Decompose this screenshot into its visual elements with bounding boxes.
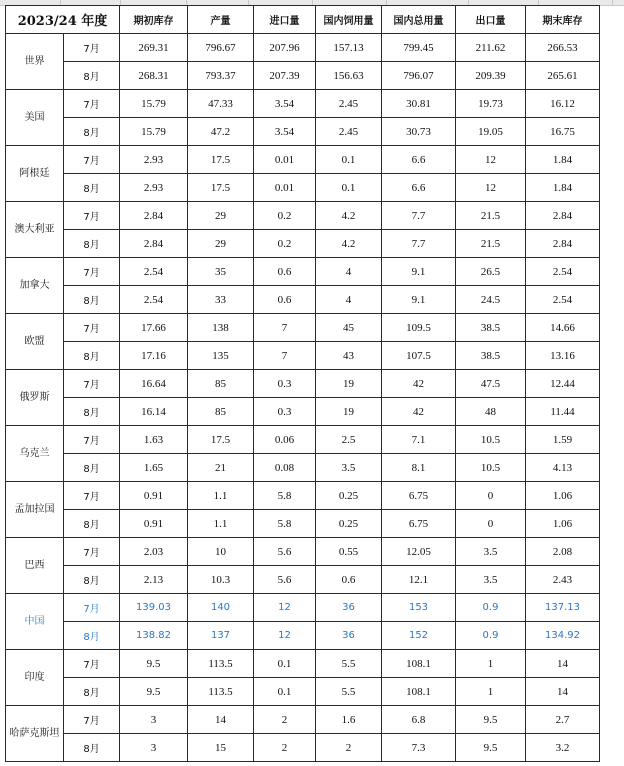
imports-cell[interactable]: 3.54 — [254, 90, 316, 118]
country-cell[interactable]: 世界 — [6, 34, 64, 90]
total-use-cell[interactable]: 799.45 — [382, 34, 456, 62]
total-use-cell[interactable]: 152 — [382, 622, 456, 650]
production-cell[interactable]: 14 — [188, 706, 254, 734]
table-row — [6, 622, 600, 650]
table-row — [6, 62, 600, 90]
total-use-cell[interactable]: 9.1 — [382, 286, 456, 314]
table-row — [6, 314, 600, 342]
country-cell[interactable]: 阿根廷 — [6, 146, 64, 202]
feed-use-cell[interactable]: 36 — [316, 594, 382, 622]
exports-cell[interactable]: 21.5 — [456, 202, 526, 230]
ending-stock-cell[interactable]: 11.44 — [526, 398, 600, 426]
opening-stock-cell[interactable]: 3 — [120, 734, 188, 762]
total-use-cell[interactable]: 42 — [382, 370, 456, 398]
col-header-exports[interactable]: 出口量 — [456, 6, 526, 34]
opening-stock-cell[interactable]: 2.93 — [120, 174, 188, 202]
exports-cell[interactable]: 24.5 — [456, 286, 526, 314]
exports-cell[interactable]: 19.73 — [456, 90, 526, 118]
imports-cell[interactable]: 0.01 — [254, 146, 316, 174]
opening-stock-cell[interactable]: 138.82 — [120, 622, 188, 650]
imports-cell[interactable]: 12 — [254, 594, 316, 622]
production-cell[interactable]: 15 — [188, 734, 254, 762]
imports-cell[interactable]: 0.3 — [254, 370, 316, 398]
feed-use-cell[interactable]: 2.45 — [316, 90, 382, 118]
total-use-cell[interactable]: 153 — [382, 594, 456, 622]
feed-use-cell[interactable]: 5.5 — [316, 650, 382, 678]
production-cell[interactable]: 17.5 — [188, 426, 254, 454]
col-header-total-use[interactable]: 国内总用量 — [382, 6, 456, 34]
month-cell[interactable]: 8月 — [64, 174, 120, 202]
table-row — [6, 258, 600, 286]
imports-cell[interactable]: 0.01 — [254, 174, 316, 202]
month-cell[interactable]: 7月 — [64, 258, 120, 286]
ending-stock-cell[interactable]: 2.08 — [526, 538, 600, 566]
feed-use-cell[interactable]: 156.63 — [316, 62, 382, 90]
month-cell[interactable]: 8月 — [64, 678, 120, 706]
table-row — [6, 370, 600, 398]
exports-cell[interactable]: 38.5 — [456, 314, 526, 342]
ending-stock-cell[interactable]: 1.84 — [526, 174, 600, 202]
table-row — [6, 566, 600, 594]
feed-use-cell[interactable]: 0.1 — [316, 146, 382, 174]
ending-stock-cell[interactable]: 266.53 — [526, 34, 600, 62]
opening-stock-cell[interactable]: 17.16 — [120, 342, 188, 370]
wheat-supply-demand-table — [5, 5, 600, 762]
feed-use-cell[interactable]: 157.13 — [316, 34, 382, 62]
month-cell[interactable]: 8月 — [64, 230, 120, 258]
production-cell[interactable]: 138 — [188, 314, 254, 342]
imports-cell[interactable]: 5.8 — [254, 482, 316, 510]
country-cell[interactable]: 加拿大 — [6, 258, 64, 314]
production-cell[interactable]: 1.1 — [188, 482, 254, 510]
opening-stock-cell[interactable]: 15.79 — [120, 90, 188, 118]
imports-cell[interactable]: 7 — [254, 342, 316, 370]
table-row — [6, 90, 600, 118]
country-cell[interactable]: 澳大利亚 — [6, 202, 64, 258]
opening-stock-cell[interactable]: 2.93 — [120, 146, 188, 174]
opening-stock-cell[interactable]: 269.31 — [120, 34, 188, 62]
table-row — [6, 650, 600, 678]
exports-cell[interactable]: 1 — [456, 650, 526, 678]
feed-use-cell[interactable]: 5.5 — [316, 678, 382, 706]
table-row — [6, 706, 600, 734]
month-cell[interactable]: 8月 — [64, 734, 120, 762]
feed-use-cell[interactable]: 19 — [316, 370, 382, 398]
feed-use-cell[interactable]: 45 — [316, 314, 382, 342]
exports-cell[interactable]: 38.5 — [456, 342, 526, 370]
imports-cell[interactable]: 0.6 — [254, 286, 316, 314]
production-cell[interactable]: 33 — [188, 286, 254, 314]
opening-stock-cell[interactable]: 1.65 — [120, 454, 188, 482]
table-row — [6, 510, 600, 538]
exports-cell[interactable]: 12 — [456, 174, 526, 202]
ending-stock-cell[interactable]: 14 — [526, 678, 600, 706]
exports-cell[interactable]: 3.5 — [456, 566, 526, 594]
total-use-cell[interactable]: 6.75 — [382, 482, 456, 510]
feed-use-cell[interactable]: 4.2 — [316, 230, 382, 258]
total-use-cell[interactable]: 796.07 — [382, 62, 456, 90]
imports-cell[interactable]: 3.54 — [254, 118, 316, 146]
table-row — [6, 594, 600, 622]
ending-stock-cell[interactable]: 2.7 — [526, 706, 600, 734]
col-header-production[interactable]: 产量 — [188, 6, 254, 34]
production-cell[interactable]: 47.2 — [188, 118, 254, 146]
col-header-ending-stock[interactable]: 期末库存 — [526, 6, 600, 34]
ending-stock-cell[interactable]: 1.06 — [526, 510, 600, 538]
feed-use-cell[interactable]: 4 — [316, 286, 382, 314]
exports-cell[interactable]: 209.39 — [456, 62, 526, 90]
month-cell[interactable]: 7月 — [64, 706, 120, 734]
feed-use-cell[interactable]: 0.25 — [316, 482, 382, 510]
ending-stock-cell[interactable]: 14 — [526, 650, 600, 678]
month-cell[interactable]: 8月 — [64, 510, 120, 538]
col-header-imports[interactable]: 进口量 — [254, 6, 316, 34]
exports-cell[interactable]: 9.5 — [456, 734, 526, 762]
total-use-cell[interactable]: 12.05 — [382, 538, 456, 566]
month-cell[interactable]: 8月 — [64, 398, 120, 426]
feed-use-cell[interactable]: 4 — [316, 258, 382, 286]
production-cell[interactable]: 21 — [188, 454, 254, 482]
total-use-cell[interactable]: 30.73 — [382, 118, 456, 146]
country-cell[interactable]: 美国 — [6, 90, 64, 146]
ending-stock-cell[interactable]: 16.75 — [526, 118, 600, 146]
header-row — [6, 6, 600, 34]
opening-stock-cell[interactable]: 0.91 — [120, 482, 188, 510]
imports-cell[interactable]: 5.6 — [254, 538, 316, 566]
opening-stock-cell[interactable]: 2.54 — [120, 286, 188, 314]
imports-cell[interactable]: 0.2 — [254, 230, 316, 258]
production-cell[interactable]: 140 — [188, 594, 254, 622]
opening-stock-cell[interactable]: 268.31 — [120, 62, 188, 90]
total-use-cell[interactable]: 7.7 — [382, 202, 456, 230]
month-cell[interactable]: 8月 — [64, 342, 120, 370]
month-cell[interactable]: 8月 — [64, 622, 120, 650]
production-cell[interactable]: 35 — [188, 258, 254, 286]
month-cell[interactable]: 7月 — [64, 538, 120, 566]
imports-cell[interactable]: 0.1 — [254, 650, 316, 678]
opening-stock-cell[interactable]: 139.03 — [120, 594, 188, 622]
production-cell[interactable]: 47.33 — [188, 90, 254, 118]
ending-stock-cell[interactable]: 3.2 — [526, 734, 600, 762]
ending-stock-cell[interactable]: 14.66 — [526, 314, 600, 342]
feed-use-cell[interactable]: 4.2 — [316, 202, 382, 230]
month-cell[interactable]: 7月 — [64, 34, 120, 62]
opening-stock-cell[interactable]: 16.64 — [120, 370, 188, 398]
exports-cell[interactable]: 12 — [456, 146, 526, 174]
feed-use-cell[interactable]: 36 — [316, 622, 382, 650]
imports-cell[interactable]: 0.08 — [254, 454, 316, 482]
table-row — [6, 734, 600, 762]
table-row — [6, 146, 600, 174]
production-cell[interactable]: 137 — [188, 622, 254, 650]
table-row — [6, 342, 600, 370]
production-cell[interactable]: 17.5 — [188, 174, 254, 202]
country-cell[interactable]: 孟加拉国 — [6, 482, 64, 538]
imports-cell[interactable]: 2 — [254, 734, 316, 762]
country-cell[interactable]: 中国 — [6, 594, 64, 650]
month-cell[interactable]: 8月 — [64, 286, 120, 314]
total-use-cell[interactable]: 30.81 — [382, 90, 456, 118]
feed-use-cell[interactable]: 1.6 — [316, 706, 382, 734]
total-use-cell[interactable]: 8.1 — [382, 454, 456, 482]
month-cell[interactable]: 8月 — [64, 62, 120, 90]
ending-stock-cell[interactable]: 13.16 — [526, 342, 600, 370]
feed-use-cell[interactable]: 0.1 — [316, 174, 382, 202]
table-row — [6, 454, 600, 482]
exports-cell[interactable]: 3.5 — [456, 538, 526, 566]
production-cell[interactable]: 113.5 — [188, 650, 254, 678]
ending-stock-cell[interactable]: 1.06 — [526, 482, 600, 510]
ending-stock-cell[interactable]: 2.54 — [526, 258, 600, 286]
opening-stock-cell[interactable]: 9.5 — [120, 678, 188, 706]
feed-use-cell[interactable]: 2.45 — [316, 118, 382, 146]
feed-use-cell[interactable]: 3.5 — [316, 454, 382, 482]
total-use-cell[interactable]: 7.3 — [382, 734, 456, 762]
ending-stock-cell[interactable]: 2.84 — [526, 230, 600, 258]
exports-cell[interactable]: 0 — [456, 482, 526, 510]
ending-stock-cell[interactable]: 4.13 — [526, 454, 600, 482]
total-use-cell[interactable]: 6.75 — [382, 510, 456, 538]
production-cell[interactable]: 10.3 — [188, 566, 254, 594]
production-cell[interactable]: 29 — [188, 230, 254, 258]
month-cell[interactable]: 8月 — [64, 566, 120, 594]
opening-stock-cell[interactable]: 2.13 — [120, 566, 188, 594]
country-cell[interactable]: 巴西 — [6, 538, 64, 594]
month-cell[interactable]: 7月 — [64, 146, 120, 174]
production-cell[interactable]: 17.5 — [188, 146, 254, 174]
month-cell[interactable]: 7月 — [64, 650, 120, 678]
total-use-cell[interactable]: 6.6 — [382, 146, 456, 174]
production-cell[interactable]: 796.67 — [188, 34, 254, 62]
country-cell[interactable]: 欧盟 — [6, 314, 64, 370]
feed-use-cell[interactable]: 0.25 — [316, 510, 382, 538]
total-use-cell[interactable]: 42 — [382, 398, 456, 426]
opening-stock-cell[interactable]: 17.66 — [120, 314, 188, 342]
production-cell[interactable]: 1.1 — [188, 510, 254, 538]
feed-use-cell[interactable]: 0.6 — [316, 566, 382, 594]
total-use-cell[interactable]: 6.8 — [382, 706, 456, 734]
ending-stock-cell[interactable]: 265.61 — [526, 62, 600, 90]
table-row — [6, 482, 600, 510]
exports-cell[interactable]: 21.5 — [456, 230, 526, 258]
year-header[interactable]: 2023/24 年度 — [6, 6, 120, 34]
production-cell[interactable]: 113.5 — [188, 678, 254, 706]
opening-stock-cell[interactable]: 3 — [120, 706, 188, 734]
imports-cell[interactable]: 0.6 — [254, 258, 316, 286]
exports-cell[interactable]: 26.5 — [456, 258, 526, 286]
exports-cell[interactable]: 9.5 — [456, 706, 526, 734]
imports-cell[interactable]: 12 — [254, 622, 316, 650]
imports-cell[interactable]: 0.1 — [254, 678, 316, 706]
imports-cell[interactable]: 2 — [254, 706, 316, 734]
total-use-cell[interactable]: 6.6 — [382, 174, 456, 202]
month-cell[interactable]: 7月 — [64, 594, 120, 622]
table-row — [6, 118, 600, 146]
month-cell[interactable]: 7月 — [64, 426, 120, 454]
feed-use-cell[interactable]: 2 — [316, 734, 382, 762]
opening-stock-cell[interactable]: 15.79 — [120, 118, 188, 146]
imports-cell[interactable]: 5.6 — [254, 566, 316, 594]
opening-stock-cell[interactable]: 9.5 — [120, 650, 188, 678]
total-use-cell[interactable]: 107.5 — [382, 342, 456, 370]
table-row — [6, 230, 600, 258]
month-cell[interactable]: 7月 — [64, 370, 120, 398]
table-row — [6, 286, 600, 314]
table-row — [6, 202, 600, 230]
country-cell[interactable]: 乌克兰 — [6, 426, 64, 482]
feed-use-cell[interactable]: 19 — [316, 398, 382, 426]
table-row — [6, 426, 600, 454]
production-cell[interactable]: 10 — [188, 538, 254, 566]
production-cell[interactable]: 85 — [188, 370, 254, 398]
country-cell[interactable]: 哈萨克斯坦 — [6, 706, 64, 762]
exports-cell[interactable]: 0.9 — [456, 622, 526, 650]
exports-cell[interactable]: 0.9 — [456, 594, 526, 622]
imports-cell[interactable]: 0.2 — [254, 202, 316, 230]
ending-stock-cell[interactable]: 1.84 — [526, 146, 600, 174]
month-cell[interactable]: 8月 — [64, 118, 120, 146]
exports-cell[interactable]: 47.5 — [456, 370, 526, 398]
imports-cell[interactable]: 0.3 — [254, 398, 316, 426]
exports-cell[interactable]: 0 — [456, 510, 526, 538]
table-row — [6, 538, 600, 566]
total-use-cell[interactable]: 108.1 — [382, 678, 456, 706]
opening-stock-cell[interactable]: 0.91 — [120, 510, 188, 538]
ending-stock-cell[interactable]: 2.54 — [526, 286, 600, 314]
total-use-cell[interactable]: 7.1 — [382, 426, 456, 454]
exports-cell[interactable]: 10.5 — [456, 426, 526, 454]
exports-cell[interactable]: 211.62 — [456, 34, 526, 62]
ending-stock-cell[interactable]: 1.59 — [526, 426, 600, 454]
ending-stock-cell[interactable]: 16.12 — [526, 90, 600, 118]
exports-cell[interactable]: 48 — [456, 398, 526, 426]
production-cell[interactable]: 135 — [188, 342, 254, 370]
opening-stock-cell[interactable]: 2.84 — [120, 230, 188, 258]
ending-stock-cell[interactable]: 137.13 — [526, 594, 600, 622]
imports-cell[interactable]: 207.96 — [254, 34, 316, 62]
imports-cell[interactable]: 7 — [254, 314, 316, 342]
ending-stock-cell[interactable]: 134.92 — [526, 622, 600, 650]
table-row — [6, 678, 600, 706]
total-use-cell[interactable]: 12.1 — [382, 566, 456, 594]
col-header-feed-use[interactable]: 国内饲用量 — [316, 6, 382, 34]
country-cell[interactable]: 俄罗斯 — [6, 370, 64, 426]
month-cell[interactable]: 7月 — [64, 90, 120, 118]
imports-cell[interactable]: 0.06 — [254, 426, 316, 454]
imports-cell[interactable]: 5.8 — [254, 510, 316, 538]
ending-stock-cell[interactable]: 2.84 — [526, 202, 600, 230]
month-cell[interactable]: 7月 — [64, 202, 120, 230]
month-cell[interactable]: 7月 — [64, 314, 120, 342]
opening-stock-cell[interactable]: 2.84 — [120, 202, 188, 230]
opening-stock-cell[interactable]: 2.03 — [120, 538, 188, 566]
production-cell[interactable]: 29 — [188, 202, 254, 230]
production-cell[interactable]: 85 — [188, 398, 254, 426]
exports-cell[interactable]: 10.5 — [456, 454, 526, 482]
feed-use-cell[interactable]: 43 — [316, 342, 382, 370]
month-cell[interactable]: 8月 — [64, 454, 120, 482]
exports-cell[interactable]: 1 — [456, 678, 526, 706]
month-cell[interactable]: 7月 — [64, 482, 120, 510]
exports-cell[interactable]: 19.05 — [456, 118, 526, 146]
feed-use-cell[interactable]: 0.55 — [316, 538, 382, 566]
table-row — [6, 174, 600, 202]
table-row — [6, 398, 600, 426]
ending-stock-cell[interactable]: 12.44 — [526, 370, 600, 398]
total-use-cell[interactable]: 108.1 — [382, 650, 456, 678]
country-cell[interactable]: 印度 — [6, 650, 64, 706]
total-use-cell[interactable]: 109.5 — [382, 314, 456, 342]
opening-stock-cell[interactable]: 2.54 — [120, 258, 188, 286]
table-row — [6, 34, 600, 62]
opening-stock-cell[interactable]: 16.14 — [120, 398, 188, 426]
imports-cell[interactable]: 207.39 — [254, 62, 316, 90]
total-use-cell[interactable]: 9.1 — [382, 258, 456, 286]
feed-use-cell[interactable]: 2.5 — [316, 426, 382, 454]
col-header-opening-stock[interactable]: 期初库存 — [120, 6, 188, 34]
production-cell[interactable]: 793.37 — [188, 62, 254, 90]
total-use-cell[interactable]: 7.7 — [382, 230, 456, 258]
opening-stock-cell[interactable]: 1.63 — [120, 426, 188, 454]
ending-stock-cell[interactable]: 2.43 — [526, 566, 600, 594]
